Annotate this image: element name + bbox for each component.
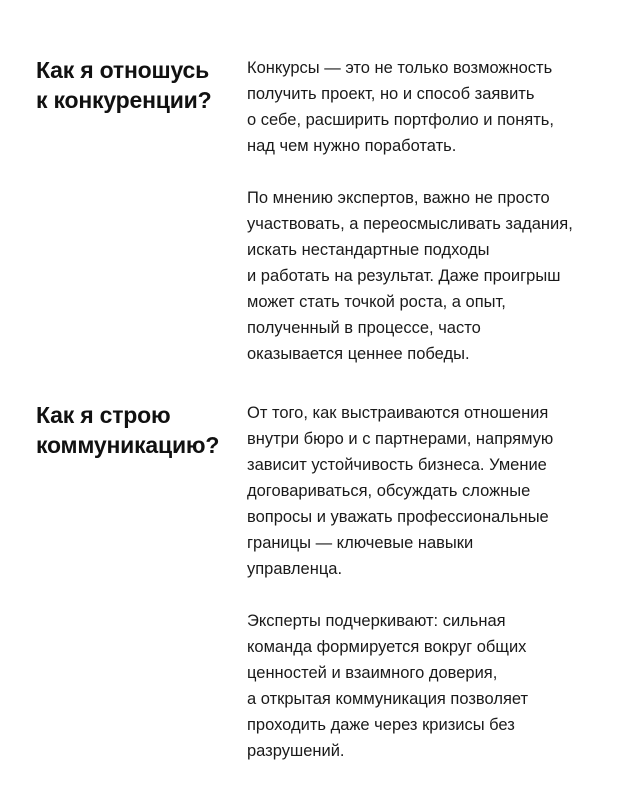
title-line: Как я отношусь bbox=[36, 57, 210, 83]
text-line: о себе, расширить портфолио и понять, bbox=[247, 111, 554, 129]
section-title bbox=[36, 400, 236, 460]
title-line: коммуникацию? bbox=[36, 432, 220, 458]
text-line: получить проект, но и способ заявить bbox=[247, 85, 535, 103]
text-line: а открытая коммуникация позволяет bbox=[247, 690, 529, 708]
text-line: вопросы и уважать профессиональные bbox=[247, 508, 549, 526]
text-line: внутри бюро и с партнерами, напрямую bbox=[247, 430, 554, 448]
title-line: к конкуренции? bbox=[36, 87, 212, 113]
section-body bbox=[247, 55, 627, 367]
text-line: управленца. bbox=[247, 560, 343, 578]
section-body bbox=[247, 400, 627, 764]
text-line: команда формируется вокруг общих bbox=[247, 638, 527, 656]
text-line: По мнению экспертов, важно не просто bbox=[247, 189, 550, 207]
paragraph bbox=[247, 185, 627, 367]
text-line: проходить даже через кризисы без bbox=[247, 716, 515, 734]
text-line: Конкурсы — это не только возможность bbox=[247, 59, 553, 77]
text-line: договариваться, обсуждать сложные bbox=[247, 482, 531, 500]
text-line: зависит устойчивость бизнеса. Умение bbox=[247, 456, 547, 474]
text-line: разрушений. bbox=[247, 742, 345, 760]
text-line: может стать точкой роста, а опыт, bbox=[247, 293, 506, 311]
text-line: границы — ключевые навыки bbox=[247, 534, 474, 552]
text-line: От того, как выстраиваются отношения bbox=[247, 404, 549, 422]
paragraph bbox=[247, 400, 627, 582]
section-title bbox=[36, 55, 236, 115]
paragraph bbox=[247, 608, 627, 764]
text-line: полученный в процессе, часто bbox=[247, 319, 481, 337]
text-line: над чем нужно поработать. bbox=[247, 137, 457, 155]
text-line: и работать на результат. Даже проигрыш bbox=[247, 267, 561, 285]
text-line: Эксперты подчеркивают: сильная bbox=[247, 612, 506, 630]
text-line: ценностей и взаимного доверия, bbox=[247, 664, 498, 682]
text-line: участвовать, а переосмысливать задания, bbox=[247, 215, 573, 233]
title-line: Как я строю bbox=[36, 402, 171, 428]
text-line: искать нестандартные подходы bbox=[247, 241, 490, 259]
text-line: оказывается ценнее победы. bbox=[247, 345, 470, 363]
paragraph bbox=[247, 55, 627, 159]
